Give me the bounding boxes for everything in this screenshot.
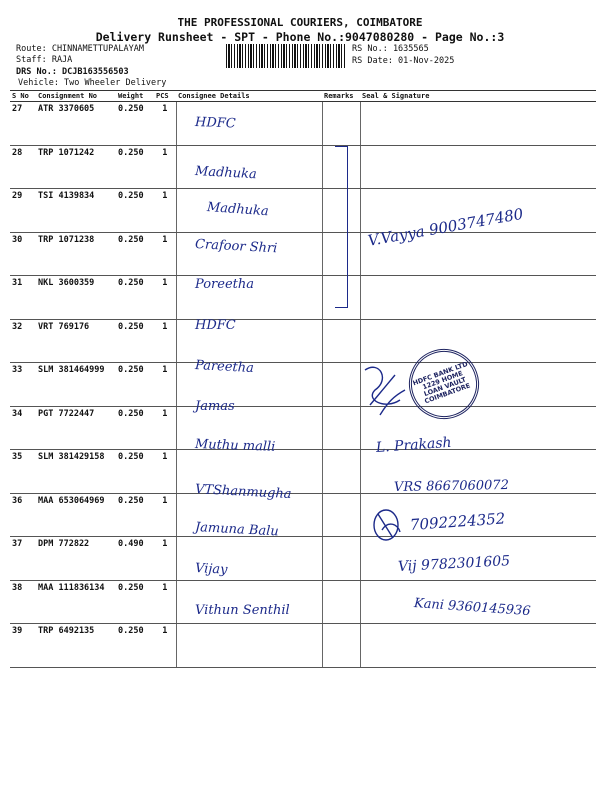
cell-remarks — [322, 537, 360, 581]
consignee-handwritten: Madhuka — [194, 163, 258, 182]
cell-consignment-no: PGT 7722447 — [36, 406, 116, 450]
cell-remarks — [322, 102, 360, 146]
cell-consignment-no: ATR 3370605 — [36, 102, 116, 146]
table-row — [10, 624, 596, 668]
cell-consignment-no: SLM 381429158 — [36, 450, 116, 494]
cell-consignment-no: TRP 6492135 — [36, 624, 116, 668]
signature-35: L. Prakash — [375, 434, 453, 456]
table-header — [10, 91, 596, 102]
table-row — [10, 232, 596, 276]
cell-weight: 0.250 — [116, 102, 154, 146]
cell-sno: 29 — [10, 189, 36, 233]
signature-scribble-34 — [360, 360, 410, 420]
consignee-handwritten: HDFC — [195, 317, 236, 333]
col-weight: Weight — [116, 91, 154, 102]
cell-pcs: 1 — [154, 406, 176, 450]
cell-consignment-no: DPM 772822 — [36, 537, 116, 581]
consignee-handwritten: HDFC — [194, 115, 236, 132]
table-row — [10, 102, 596, 146]
cell-sno: 28 — [10, 145, 36, 189]
cell-sno: 35 — [10, 450, 36, 494]
cell-pcs: 1 — [154, 537, 176, 581]
route-label: Route: CHINNAMETTUPALAYAM — [16, 44, 144, 54]
cell-signature — [360, 276, 596, 320]
cell-pcs: 1 — [154, 493, 176, 537]
vehicle-label: Vehicle: Two Wheeler Delivery — [18, 78, 167, 88]
consignee-handwritten: Pareetha — [194, 358, 255, 377]
cell-weight: 0.250 — [116, 580, 154, 624]
cell-pcs: 1 — [154, 580, 176, 624]
runsheet-table — [10, 90, 596, 668]
cell-consignment-no: MAA 653064969 — [36, 493, 116, 537]
col-sno: S No — [10, 91, 36, 102]
cell-weight: 0.250 — [116, 406, 154, 450]
cell-pcs: 1 — [154, 189, 176, 233]
cell-sno: 27 — [10, 102, 36, 146]
rs-date: RS Date: 01-Nov-2025 — [352, 56, 455, 66]
cell-sno: 31 — [10, 276, 36, 320]
cell-weight: 0.250 — [116, 493, 154, 537]
cell-sno: 37 — [10, 537, 36, 581]
cell-pcs: 1 — [154, 276, 176, 320]
signature-scribble-37 — [368, 506, 408, 544]
table-row — [10, 363, 596, 407]
remarks-bracket — [335, 146, 348, 308]
signature-39: Kani 9360145936 — [413, 596, 532, 620]
cell-pcs: 1 — [154, 450, 176, 494]
consignee-handwritten: Vithun Senthil — [195, 603, 290, 618]
barcode — [226, 44, 346, 68]
staff-label: Staff: RAJA — [16, 55, 73, 65]
cell-remarks — [322, 319, 360, 363]
table-row — [10, 319, 596, 363]
cell-sno: 32 — [10, 319, 36, 363]
cell-remarks — [322, 493, 360, 537]
cell-sno: 30 — [10, 232, 36, 276]
consignee-handwritten: Crafoor Shri — [194, 236, 278, 256]
cell-pcs: 1 — [154, 232, 176, 276]
company-title: THE PROFESSIONAL COURIERS, COIMBATORE — [177, 16, 423, 29]
consignee-handwritten: Madhuka — [206, 200, 270, 220]
table-row — [10, 276, 596, 320]
cell-signature — [360, 145, 596, 189]
cell-remarks — [322, 406, 360, 450]
cell-remarks — [322, 580, 360, 624]
cell-signature — [360, 319, 596, 363]
cell-consignee — [176, 624, 322, 668]
table-row — [10, 406, 596, 450]
cell-weight: 0.250 — [116, 276, 154, 320]
cell-signature — [360, 624, 596, 668]
phone-37: 7092224352 — [409, 509, 506, 534]
cell-consignment-no: TRP 1071238 — [36, 232, 116, 276]
col-consignee: Consignee Details — [176, 91, 322, 102]
col-consignment: Consignment No — [36, 91, 116, 102]
cell-consignment-no: TSI 4139834 — [36, 189, 116, 233]
cell-sno: 39 — [10, 624, 36, 668]
rs-number: RS No.: 1635565 — [352, 44, 429, 54]
cell-weight: 0.250 — [116, 363, 154, 407]
consignee-handwritten: Vijay — [194, 560, 228, 578]
cell-sno: 36 — [10, 493, 36, 537]
runsheet-subtitle: Delivery Runsheet - SPT - Phone No.:9047080280 - Page No.:3 — [95, 30, 505, 44]
cell-remarks — [322, 624, 360, 668]
cell-weight: 0.250 — [116, 624, 154, 668]
cell-pcs: 1 — [154, 624, 176, 668]
cell-remarks — [322, 363, 360, 407]
signature-38: Vij 9782301605 — [397, 553, 511, 575]
signature-phone-1: V.Vayya 9003747480 — [366, 204, 525, 250]
cell-consignment-no: NKL 3600359 — [36, 276, 116, 320]
table-row — [10, 145, 596, 189]
cell-consignment-no: SLM 381464999 — [36, 363, 116, 407]
cell-sno: 33 — [10, 363, 36, 407]
cell-weight: 0.250 — [116, 232, 154, 276]
cell-remarks — [322, 450, 360, 494]
cell-pcs: 1 — [154, 145, 176, 189]
cell-weight: 0.250 — [116, 145, 154, 189]
col-pcs: PCS — [154, 91, 176, 102]
cell-consignment-no: MAA 111836134 — [36, 580, 116, 624]
cell-pcs: 1 — [154, 319, 176, 363]
cell-weight: 0.250 — [116, 189, 154, 233]
drs-number: DRS No.: DCJB163556503 — [16, 67, 129, 77]
consignee-handwritten: Poreetha — [195, 277, 254, 292]
bank-stamp: HDFC BANK LTD 1229 HOME LOAN VAULT COIMBATORE — [399, 339, 489, 429]
cell-consignment-no: VRT 769176 — [36, 319, 116, 363]
cell-weight: 0.250 — [116, 450, 154, 494]
consignee-handwritten: VTShanmugha — [194, 481, 292, 502]
cell-consignment-no: TRP 1071242 — [36, 145, 116, 189]
cell-pcs: 1 — [154, 102, 176, 146]
cell-sno: 38 — [10, 580, 36, 624]
signature-36: VRS 8667060072 — [393, 477, 510, 495]
col-signature: Seal & Signature — [360, 91, 596, 102]
consignee-handwritten: Jamuna Balu — [194, 520, 280, 540]
cell-weight: 0.250 — [116, 319, 154, 363]
consignee-handwritten: Jamas — [195, 398, 235, 414]
consignee-handwritten: Muthu malli — [194, 437, 276, 455]
table-row — [10, 493, 596, 537]
cell-pcs: 1 — [154, 363, 176, 407]
cell-signature — [360, 102, 596, 146]
cell-sno: 34 — [10, 406, 36, 450]
col-remarks: Remarks — [322, 91, 360, 102]
cell-weight: 0.490 — [116, 537, 154, 581]
